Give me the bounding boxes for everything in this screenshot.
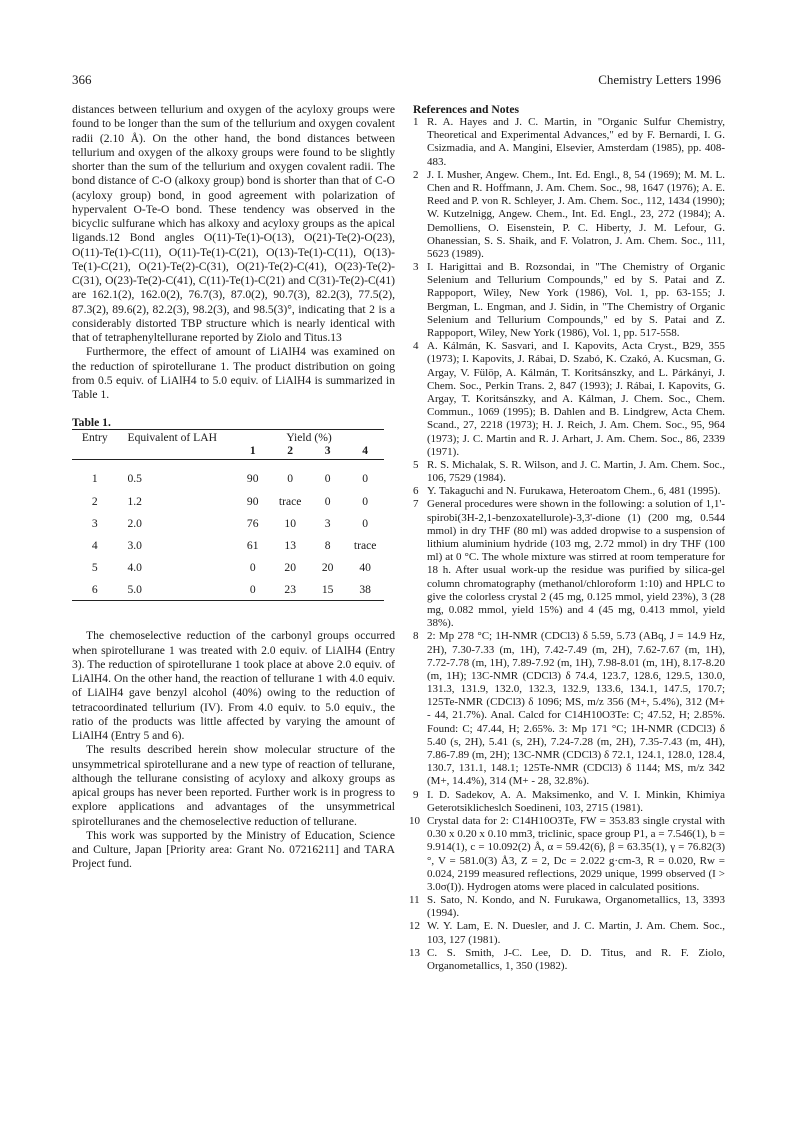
body-paragraph: distances between tellurium and oxygen of the acyloxy groups were found to be longer than the sum of the tellurium and oxygen covalent radii (2.10 Å). On the other hand, the bond distances between tellurium and oxygen of the alkoxy groups were found to be slightly shorter than the sum of the tellurium and oxygen covalent radii. The bond distance of C-O (alkoxy group) bond is shorter than that of C-O (acyloxy group) bond, in good agreement with polarization of hypervalent O-Te-O bond. These tendency was observed in the bicyclic sulfurane which has alkoxy and acyloxy groups as the apical ligands.12 Bond angles O(11)-Te(1)-O(13), O(21)-Te(2)-O(23), O(11)-Te(1)-C(11), O(11)-Te(1)-C(21), O(13)-Te(1)-C(11), O(13)-Te(1)-C(21), O(21)-Te(2)-C(31), O(21)-Te(2)-C(41), O(23)-Te(2)-C(31), O(23)-Te(2)-C(41), C(11)-Te(1)-C(21) and C(31)-Te(2)-C(41) are 162.1(2), 162.0(2), 76.7(3), 87.0(2), 90.7(3), 82.2(3), 77.5(2), 87.3(2), 89.6(2), 82.2(3), 98.2(3), and 98.5(3)°, indicating that 2 is a considerably distorted TBP structure which is nearly identical with that of tetraphenyltellurane reported by Ziolo and Titus.13 xyxy=(72,103,395,344)
reference-item xyxy=(413,169,725,261)
reference-number: 10 xyxy=(409,814,420,827)
left-column xyxy=(72,103,395,872)
col-header-entry: Entry xyxy=(72,430,117,445)
table-cell: 3 xyxy=(324,516,331,530)
table-cell: 10 xyxy=(284,516,296,530)
col-header-yield: Yield (%) xyxy=(234,430,384,445)
table-cell: 8 xyxy=(324,538,331,552)
reference-item xyxy=(413,261,725,340)
table-cell: 20 xyxy=(284,560,296,574)
table-cell: 0 xyxy=(362,471,369,485)
reference-text: A. Kálmán, K. Sasvari, and I. Kapovits, Acta Cryst., B29, 355 (1973); I. Kapovits, J. Rábai, D. Szabó, K. Czakó, A. Kucsman, G. Argay, V. Fülöp, A. Kálmán, T. Koritsánszky, and L. Párkányi, J. Chem. Soc., Perkin Trans. 2, 847 (1993); J. Rábai, I. Kapovits, G. Argay, T. Koritsánszky, and A. Kálman, J. Chem. Soc., Chem. Commun., 1069 (1995); B. Dahlen and B. Lindgrew, Acta Chem. Scand., 27, 2218 (1973); H. J. Reich, J. Am. Chem. Soc., 95, 964 (1973); J. C. Martin and R. J. Arhart, J. Am. Chem. Soc., 86, 2339 (1971). xyxy=(427,340,725,458)
body-paragraph: Furthermore, the effect of amount of LiAlH4 was examined on the reduction of spirotellurane 1. The product distribution on going from 0.5 equiv. of LiAlH4 to 5.0 equiv. of LiAlH4 is summarized in Table 1. xyxy=(72,345,395,401)
reference-text: J. I. Musher, Angew. Chem., Int. Ed. Engl., 8, 54 (1969); M. M. L. Chen and R. Hoffmann, J. Am. Chem. Soc., 98, 1647 (1976); A. E. Reed and P. von R. Schleyer, J. Am. Chem. Soc., 112, 1434 (1990); W. Kutzelnigg, Angew. Chem., Int. Ed. Engl., 23, 272 (1984); A. Demolliens, O. Eisenstein, P. C. Hiberty, J. M. Lefour, G. Ohanessian, S. S. Shaik, and F. Volatron, J. Am. Chem. Soc., 111, 5623 (1989). xyxy=(427,168,725,260)
table-cell: 0 xyxy=(287,471,294,485)
reference-number: 3 xyxy=(413,261,419,274)
reference-item xyxy=(413,630,725,788)
table-cell: 0.5 xyxy=(127,471,142,485)
table-cell: 3.0 xyxy=(127,538,142,552)
reference-number: 4 xyxy=(413,340,419,353)
table-1 xyxy=(72,416,395,601)
reference-number: 13 xyxy=(409,946,420,959)
table-cell: 1.2 xyxy=(127,494,142,508)
table-cell: 4.0 xyxy=(127,560,142,574)
table-row xyxy=(72,534,384,556)
table-cell: 5.0 xyxy=(117,578,234,601)
reference-text: S. Sato, N. Kondo, and N. Furukawa, Organometallics, 13, 3393 (1994). xyxy=(427,894,725,920)
reference-item xyxy=(413,340,725,459)
running-head: Chemistry Letters 1996 xyxy=(598,72,721,87)
product-header: 4 xyxy=(346,444,384,460)
table-row xyxy=(72,490,384,512)
table-row xyxy=(72,578,384,601)
table-row xyxy=(72,512,384,534)
reference-item xyxy=(413,498,725,630)
table-cell: 0 xyxy=(234,578,271,601)
table-cell: 0 xyxy=(324,494,331,508)
reference-text: I. D. Sadekov, A. A. Maksimenko, and V. I. Minkin, Khimiya Geterotsiklicheslch Soedineni, 103, 2715 (1981). xyxy=(427,788,725,814)
reference-item xyxy=(413,485,725,498)
table-cell: 0 xyxy=(249,560,256,574)
table-cell: trace xyxy=(353,538,377,552)
references-heading: References and Notes xyxy=(413,103,520,116)
right-column xyxy=(409,103,725,973)
table-cell: 23 xyxy=(271,578,309,601)
table-cell: 2 xyxy=(91,494,98,508)
reference-number: 1 xyxy=(413,116,419,128)
table-row xyxy=(72,556,384,578)
reference-text: Crystal data for 2: C14H10O3Te, FW = 353.83 single crystal with 0.30 x 0.20 x 0.10 mm3, triclinic, space group P1, a = 7.546(1), b = 9.914(1), c = 10.092(2) Å, α = 59.42(6), β = 63.35(1), γ = 76.82(3)°, V = 581.0(3) Å3, Z = 2, Dc = 2.022 g·cm-3, R = 0.020, Rw = 0.024, 2199 measured reflections, 2029 unique, 1999 observed (I > 3.0σ(I)). Hydrogen atoms were placed in calculated positions. xyxy=(427,814,725,893)
body-paragraph: The results described herein show molecular structure of the unsymmetrical spirotellurane and a new type of reaction of tellurane, although the tellurane consisting of acyloxy and alkoxy groups as apical groups has never been reported. Further work is in progress to explore applications and advantages of the unsymmetrical spirotelluranes and the chemoselective reduction of tellurane. xyxy=(72,743,395,828)
product-header: 2 xyxy=(271,444,309,460)
table-row xyxy=(72,460,384,491)
page-number: 366 xyxy=(72,72,92,87)
reference-number: 8 xyxy=(413,630,419,643)
body-paragraph: This work was supported by the Ministry of Education, Science and Culture, Japan [Priority area: Grant No. 07216211] and TARA Project fund. xyxy=(72,828,395,871)
reference-number: 7 xyxy=(413,498,419,511)
reference-text: R. S. Michalak, S. R. Wilson, and J. C. Martin, J. Am. Chem. Soc., 106, 7529 (1984). xyxy=(427,458,725,485)
reference-number: 9 xyxy=(413,788,419,801)
table-cell: trace xyxy=(278,494,302,508)
table-cell: 0 xyxy=(362,516,369,530)
table-cell: 3 xyxy=(91,516,98,530)
table-cell: 40 xyxy=(359,560,371,574)
reference-item xyxy=(413,459,725,485)
product-header: 3 xyxy=(309,444,346,460)
reference-text: W. Y. Lam, E. N. Duesler, and J. C. Martin, J. Am. Chem. Soc., 103, 127 (1981). xyxy=(427,920,725,946)
table-cell: 13 xyxy=(284,538,296,552)
reference-text: General procedures were shown in the following: a solution of 1,1'-spirobi(3H-2,1-benzoxatellurole)-3,3'-dione (1) (200 mg, 0.544 mmol) in dry THF (80 ml) was added dropwise to a suspension of lithium aluminium hydride (103 mg, 2.72 mmol) in dry THF (100 ml) at 0 °C. The whole mixture was stirred at room temperature for 18 h. After usual work-up the residue was purified by silica-gel column chromatography (methanol/chloroform 1:10) and HPLC to give the colorless crystal 2 (45 mg, 0.125 mmol, yield 23%), 3 (28 mg, 0.082 mmol, yield 15%) and 4 (45 mg, 0.413 mmol, yield 38%). xyxy=(427,498,725,630)
table-cell: 61 xyxy=(246,538,259,552)
reference-item xyxy=(409,894,725,920)
reference-item xyxy=(409,946,725,973)
reference-number: 11 xyxy=(409,894,420,907)
reference-number: 6 xyxy=(413,485,419,498)
reference-item xyxy=(413,789,725,815)
reference-text: I. Harigittai and B. Rozsondai, in "The Chemistry of Organic Selenium and Tellurium Compounds," ed by S. Patai and Z. Rappoport, Wiley, New York (1986), Vol. 1, pp. 63-155; J. Bergman, L. Engman, and J. Sidin, in "The Chemistry of Organic Selenium and Tellurium Compounds," ed by S. Patai and Z. Rappoport, Wiley, New York (1986), Vol. 1, pp. 517-558. xyxy=(427,261,725,339)
table-cell: 0 xyxy=(362,494,369,508)
table-cell: 4 xyxy=(91,538,98,552)
table-cell: 15 xyxy=(309,578,346,601)
table-title: Table 1. xyxy=(72,416,111,430)
reference-item xyxy=(413,116,725,169)
table-cell: 6 xyxy=(72,578,117,601)
reference-text: 2: Mp 278 °C; 1H-NMR (CDCl3) δ 5.59, 5.73 (ABq, J = 14.9 Hz, 2H), 7.30-7.33 (m, 1H), 7.42-7.49 (m, 2H), 7.62-7.67 (m, 1H), 7.72-7.78 (m, 1H), 7.89-7.92 (m, 1H), 7.98-8.01 (m, 1H), 8.17-8.20 (m, 1H); 13C-NMR (CDCl3) δ 74.4, 123.7, 128.6, 129.5, 130.0, 131.3, 131.9, 132.0, 132.3, 132.9, 133.6, 134.1, 147.5, 170.7; 125Te-NMR (CDCl3) δ 1096; MS, m/z 356 (M+, 5.4%), 312 (M+ - 44, 21.7%). Anal. Calcd for C14H10O3Te: C; 47.52, H; 2.85%. Found: C; 47.44, H; 2.65%. 3: Mp 171 °C; 1H-NMR (CDCl3) δ 5.40 (s, 2H), 5.41 (s, 2H), 7.24-7.28 (m, 2H), 7.35-7.43 (m, 4H), 7.86-7.89 (m, 2H); 13C-NMR (CDCl3) δ 72.1, 124.1, 128.0, 128.4, 130.7, 131.1, 148.1; 125Te-NMR (CDCl3) δ 1144; MS, m/z 342 (M+, 14.4%), 314 (M+ - 28, 32.8%). xyxy=(427,630,725,788)
reference-text: Y. Takaguchi and N. Furukawa, Heteroatom Chem., 6, 481 (1995). xyxy=(427,485,721,498)
reference-number: 2 xyxy=(413,168,419,181)
col-header-equiv: Equivalent of LAH xyxy=(117,430,234,445)
reference-number: 5 xyxy=(413,458,419,471)
table-cell: 76 xyxy=(246,516,259,530)
reference-text: R. A. Hayes and J. C. Martin, in "Organic Sulfur Chemistry, Theoretical and Experimental Advances," ed by F. Bernardi, I. G. Csizmadia, and A. Mangini, Elsevier, Amsterdam (1985), pp. 408-483. xyxy=(427,116,725,168)
reference-text: C. S. Smith, J-C. Lee, D. D. Titus, and R. F. Ziolo, Organometallics, 1, 350 (1982). xyxy=(427,946,725,972)
table-cell: 90 xyxy=(246,494,259,508)
table-cell: 5 xyxy=(91,560,98,574)
product-header: 1 xyxy=(234,444,271,460)
table-cell: 0 xyxy=(324,471,331,485)
table-cell: 90 xyxy=(246,471,259,485)
table-cell: 2.0 xyxy=(127,516,142,530)
table-cell: 1 xyxy=(91,471,98,485)
yield-table xyxy=(72,429,384,601)
reference-number: 12 xyxy=(409,920,420,933)
reference-item xyxy=(409,814,725,894)
table-cell: 20 xyxy=(321,560,334,574)
table-cell: 38 xyxy=(346,578,384,601)
reference-item xyxy=(409,920,725,946)
body-paragraph: The chemoselective reduction of the carbonyl groups occurred when spirotellurane 1 was treated with 2.0 equiv. of LiAlH4 (Entry 3). The reduction of spirotellurane 1 took place at above 2.0 equiv. of LiAlH4. On the other hand, the reaction of tellurane 1 with 4.0 equiv. of LiAlH4 gave benzyl alcohol (40%) owing to the reduction of tetracoordinated tellurium (IV). From 4.0 equiv. to 5.0 equiv., the ratio of the products was little affected by varying the amount of LiAlH4 (Entry 5 and 6). xyxy=(72,629,395,742)
